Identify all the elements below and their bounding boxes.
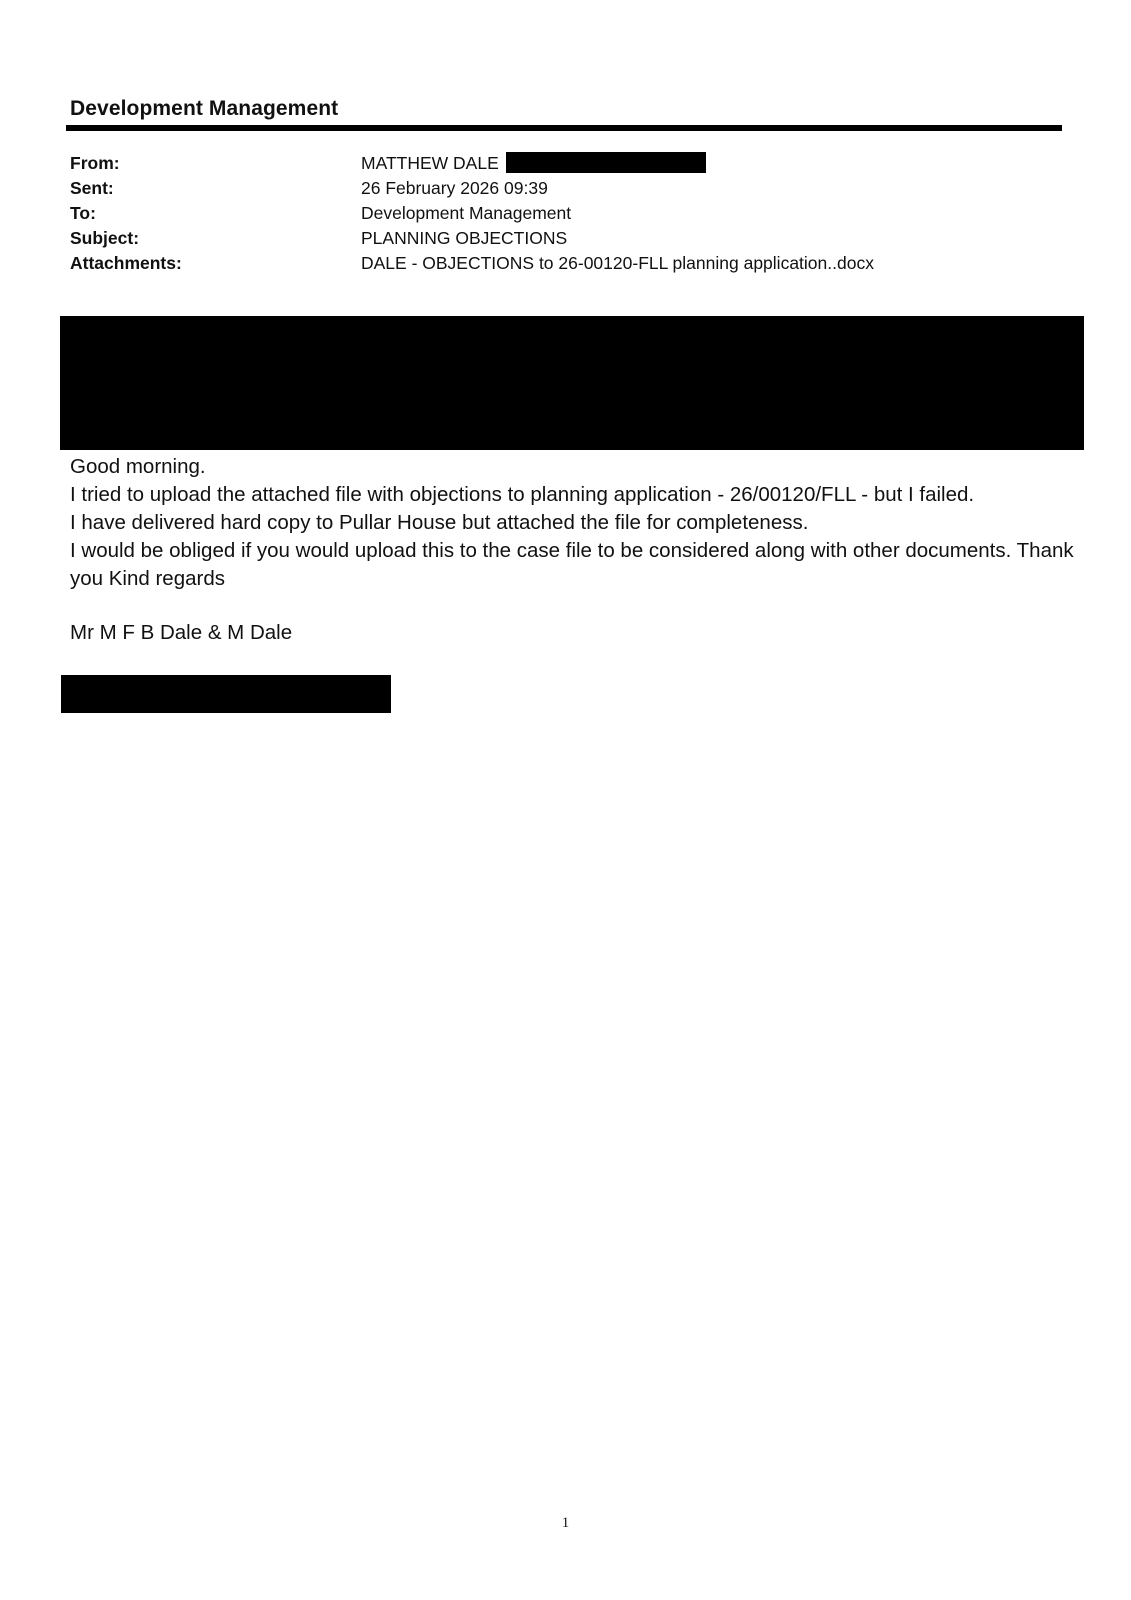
email-headers <box>70 151 1070 276</box>
header-value-subject: PLANNING OBJECTIONS <box>361 228 568 248</box>
header-label-subject: Subject: <box>70 228 140 248</box>
header-value-sent: 26 February 2026 09:39 <box>361 178 548 198</box>
page-number: 1 <box>561 1515 570 1531</box>
body-line-request: I would be obliged if you would upload this to the case file to be considered along with other documents. Thank you Kind regards <box>70 539 1074 590</box>
email-body <box>70 453 1090 593</box>
email-signature: Mr M F B Dale & M Dale <box>70 621 293 644</box>
body-line-hard-copy: I have delivered hard copy to Pullar House but attached the file for completeness. <box>70 511 809 534</box>
redacted-block <box>60 316 1084 450</box>
attachment-filename: DALE - OBJECTIONS to 26-00120-FLL planning application..docx <box>361 253 874 273</box>
header-row-subject <box>70 226 1070 251</box>
header-value-from <box>361 151 706 176</box>
header-label-attachments: Attachments: <box>70 253 182 273</box>
document-title: Development Management <box>70 97 339 120</box>
header-value-to: Development Management <box>361 203 572 223</box>
header-label-from: From: <box>70 153 120 173</box>
redacted-signature-details <box>61 675 391 713</box>
sender-name: MATTHEW DALE <box>361 153 499 173</box>
header-label-to: To: <box>70 203 96 223</box>
header-row-from <box>70 151 1070 176</box>
title-divider <box>66 125 1062 131</box>
header-row-sent <box>70 176 1070 201</box>
body-line-greeting: Good morning. <box>70 455 206 478</box>
header-row-attachments <box>70 251 1070 276</box>
header-label-sent: Sent: <box>70 178 114 198</box>
redacted-sender-email <box>506 152 706 173</box>
body-line-upload-failed: I tried to upload the attached file with objections to planning application - 26/00120/FLL - but I failed. <box>70 483 975 506</box>
header-row-to <box>70 201 1070 226</box>
